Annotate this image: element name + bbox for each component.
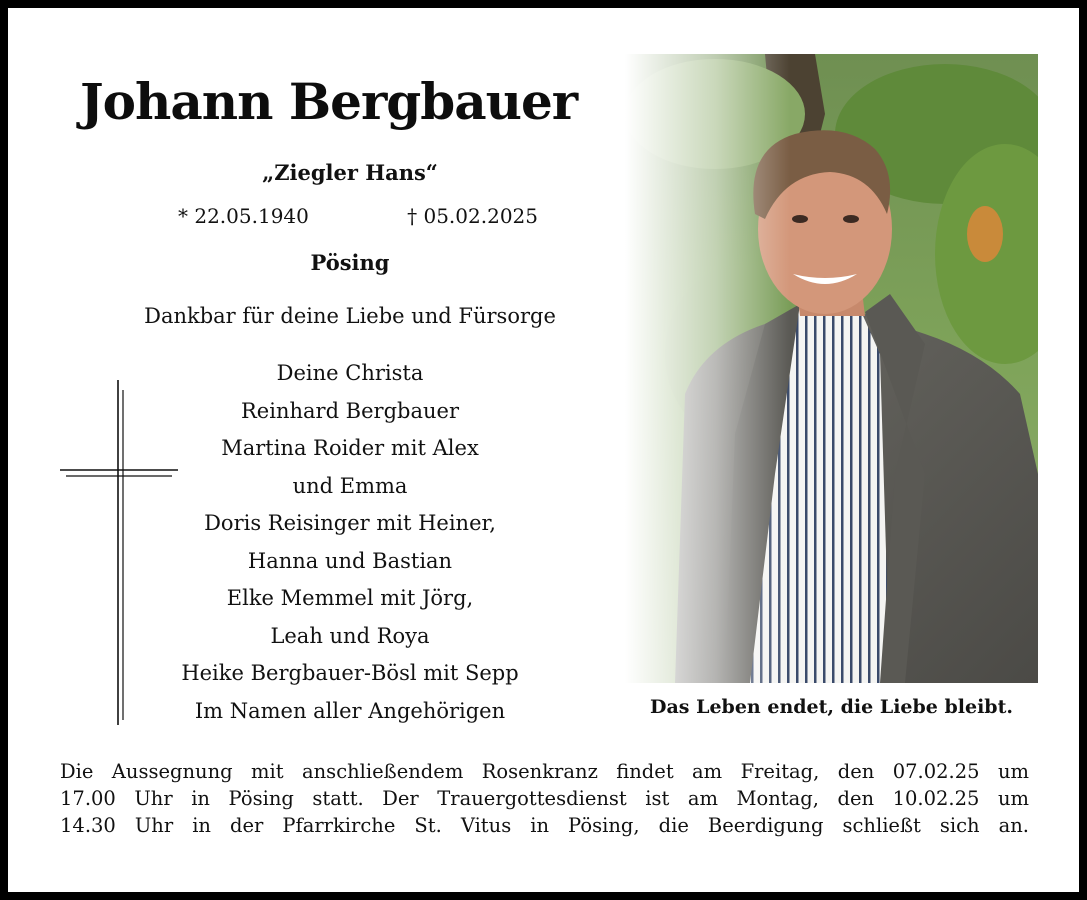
- funeral-line: 14.30 Uhr in der Pfarrkirche St. Vitus in Pösing, die Beerdigung schließt sich an.: [60, 814, 1029, 837]
- mourner-line: Doris Reisinger mit Heiner,: [204, 511, 496, 535]
- hometown: Pösing: [310, 250, 390, 275]
- deceased-name: Johann Bergbauer: [80, 72, 578, 131]
- birth-date: * 22.05.1940: [178, 204, 309, 228]
- mourner-line: Elke Memmel mit Jörg,: [226, 586, 474, 610]
- mourner-line: Deine Christa: [276, 361, 424, 385]
- closing-quote: Das Leben endet, die Liebe bleibt.: [650, 696, 1013, 718]
- nickname: „Ziegler Hans“: [262, 160, 438, 185]
- thanks-line: Dankbar für deine Liebe und Fürsorge: [144, 304, 556, 328]
- mourner-line: und Emma: [292, 473, 408, 498]
- obituary-notice: [8, 8, 1079, 892]
- mourner-line: Reinhard Bergbauer: [241, 398, 459, 423]
- life-dates: [178, 204, 538, 228]
- mourner-line: Im Namen aller Angehörigen: [194, 698, 506, 723]
- death-date: † 05.02.2025: [407, 204, 538, 228]
- funeral-line: 17.00 Uhr in Pösing statt. Der Trauergottesdienst ist am Montag, den 10.02.25 um: [60, 787, 1029, 810]
- portrait-photo: [625, 54, 1038, 683]
- funeral-line: Die Aussegnung mit anschließendem Rosenkranz findet am Freitag, den 07.02.25 um: [60, 760, 1029, 783]
- double-line-cross-icon: [60, 380, 180, 725]
- mourner-line: Heike Bergbauer-Bösl mit Sepp: [181, 661, 519, 685]
- mourner-line: Martina Roider mit Alex: [221, 436, 479, 460]
- funeral-details: [60, 758, 1029, 839]
- mourner-line: Hanna und Bastian: [247, 548, 453, 573]
- mourner-line: Leah und Roya: [270, 623, 430, 648]
